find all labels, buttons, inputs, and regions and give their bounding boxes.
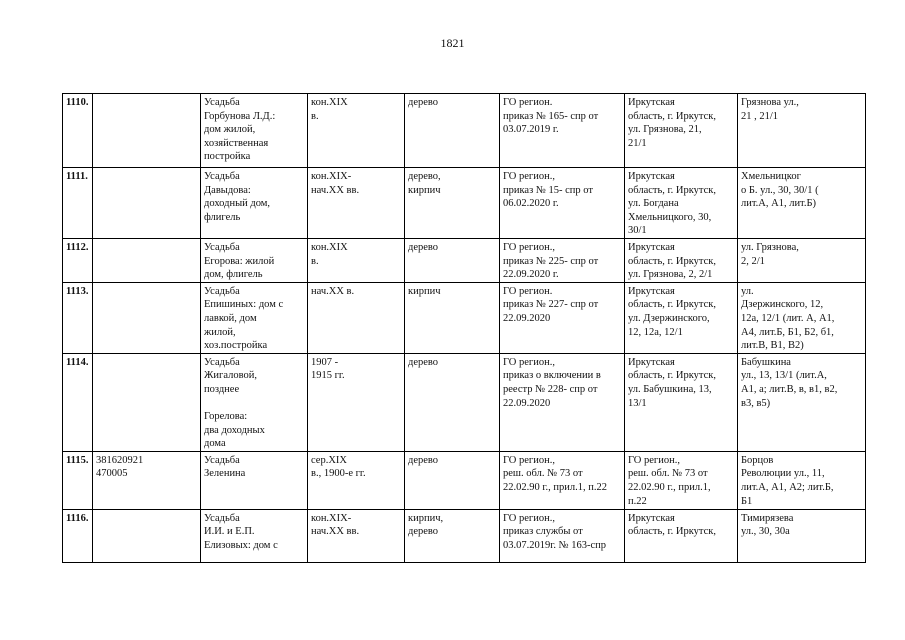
cell-protection-document: ГО регион. приказ № 227- спр от 22.09.2020: [500, 282, 625, 353]
cell-number: 1113.: [63, 282, 93, 353]
cell-address: Тимирязева ул., 30, 30а: [738, 509, 866, 562]
cell-address: Бабушкина ул., 13, 13/1 (лит.А, А1, а; лит.В, в, в1, в2, в3, в5): [738, 353, 866, 451]
table-row: [63, 353, 866, 451]
table-row: [63, 94, 866, 168]
cell-object-name: Усадьба И.И. и Е.П. Елизовых: дом с: [201, 509, 308, 562]
cell-object-name: Усадьба Горбунова Л.Д.: дом жилой, хозяйственная постройка: [201, 94, 308, 168]
cell-dating: нач.XX в.: [308, 282, 405, 353]
cell-location: Иркутская область, г. Иркутск, ул. Грязнова, 21, 21/1: [625, 94, 738, 168]
cell-number: 1111.: [63, 168, 93, 239]
cell-material: дерево: [405, 94, 500, 168]
cell-protection-document: ГО регион., приказ о включении в реестр № 228- спр от 22.09.2020: [500, 353, 625, 451]
table-row: [63, 282, 866, 353]
cell-registration-number: 381620921 470005: [93, 451, 201, 509]
cell-protection-document: ГО регион. приказ № 165- спр от 03.07.2019 г.: [500, 94, 625, 168]
table-row: [63, 451, 866, 509]
cell-number: 1116.: [63, 509, 93, 562]
cell-object-name: Усадьба Давыдова: доходный дом, флигель: [201, 168, 308, 239]
page-number: 1821: [440, 36, 465, 50]
cell-protection-document: ГО регион., приказ № 15- спр от 06.02.2020 г.: [500, 168, 625, 239]
cell-object-name: Усадьба Епишиных: дом с лавкой, дом жилой, хоз.постройка: [201, 282, 308, 353]
cell-number: 1110.: [63, 94, 93, 168]
cell-number: 1112.: [63, 238, 93, 282]
cell-dating: кон.XIX в.: [308, 94, 405, 168]
cell-location: Иркутская область, г. Иркутск, ул. Дзержинского, 12, 12а, 12/1: [625, 282, 738, 353]
cell-material: кирпич, дерево: [405, 509, 500, 562]
cell-protection-document: ГО регион., приказ № 225- спр от 22.09.2020 г.: [500, 238, 625, 282]
cell-number: 1115.: [63, 451, 93, 509]
cell-protection-document: ГО регион., приказ службы от 03.07.2019г. № 163-спр: [500, 509, 625, 562]
cell-object-name: Усадьба Егорова: жилой дом, флигель: [201, 238, 308, 282]
cell-location: Иркутская область, г. Иркутск, ул. Грязнова, 2, 2/1: [625, 238, 738, 282]
cell-address: ул. Грязнова, 2, 2/1: [738, 238, 866, 282]
cell-location: ГО регион., реш. обл. № 73 от 22.02.90 г., прил.1, п.22: [625, 451, 738, 509]
cell-dating: кон.XIX в.: [308, 238, 405, 282]
cell-dating: кон.XIX- нач.XX вв.: [308, 168, 405, 239]
cell-material: дерево: [405, 353, 500, 451]
cell-registration-number: [93, 282, 201, 353]
cell-registration-number: [93, 94, 201, 168]
cell-registration-number: [93, 509, 201, 562]
cell-location: Иркутская область, г. Иркутск,: [625, 509, 738, 562]
cell-material: дерево, кирпич: [405, 168, 500, 239]
table-row: [63, 168, 866, 239]
heritage-registry-table: [62, 93, 866, 563]
cell-dating: 1907 - 1915 гг.: [308, 353, 405, 451]
cell-dating: кон.XIX- нач.XX вв.: [308, 509, 405, 562]
cell-location: Иркутская область, г. Иркутск, ул. Бабушкина, 13, 13/1: [625, 353, 738, 451]
cell-dating: сер.XIX в., 1900-е гг.: [308, 451, 405, 509]
cell-address: Борцов Революции ул., 11, лит.А, А1, А2; лит.Б, Б1: [738, 451, 866, 509]
cell-object-name: Усадьба Жигаловой, позднее Горелова: два доходных дома: [201, 353, 308, 451]
cell-object-name: Усадьба Зеленина: [201, 451, 308, 509]
cell-address: Хмельницког о Б. ул., 30, 30/1 ( лит.А, А1, лит.Б): [738, 168, 866, 239]
table-row: [63, 238, 866, 282]
cell-address: Грязнова ул., 21 , 21/1: [738, 94, 866, 168]
cell-material: дерево: [405, 238, 500, 282]
table-row: [63, 509, 866, 562]
cell-registration-number: [93, 238, 201, 282]
cell-protection-document: ГО регион., реш. обл. № 73 от 22.02.90 г., прил.1, п.22: [500, 451, 625, 509]
cell-material: кирпич: [405, 282, 500, 353]
cell-registration-number: [93, 353, 201, 451]
cell-number: 1114.: [63, 353, 93, 451]
cell-address: ул. Дзержинского, 12, 12а, 12/1 (лит. А, А1, А4, лит.Б, Б1, Б2, б1, лит.В, В1, В2): [738, 282, 866, 353]
cell-location: Иркутская область, г. Иркутск, ул. Богдана Хмельницкого, 30, 30/1: [625, 168, 738, 239]
cell-registration-number: [93, 168, 201, 239]
cell-material: дерево: [405, 451, 500, 509]
